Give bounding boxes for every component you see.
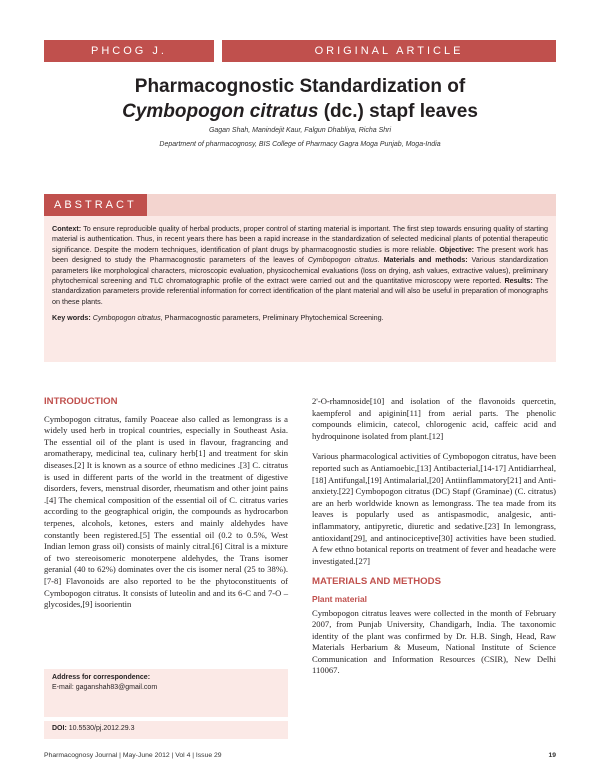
keywords: Key words: Cymbopogon citratus, Pharmacognostic parameters, Preliminary Phytochemical Screening. — [52, 313, 384, 323]
plant-material-subheading: Plant material — [312, 593, 367, 604]
abstract-band — [44, 194, 556, 216]
methods-heading: MATERIALS AND METHODS — [312, 576, 441, 588]
abstract-text: Context: To ensure reproducible quality of herbal products, proper control of starting material is important. The first step towards ensuring quality of starting material is authentication. Thus, in recent years there has been a rapid increase in the standardization of selected medicinal plants of potential therapeutic significance. Despite the modern techniques, identification of plant drugs by pharmacognostic studies is more reliable. Objective: The present work has been designed to study the Pharmacognostic parameters of the leaves of Cymbopogon citratus. Materials and methods: Various standardization parameters like morphological characters, microscopic evaluation, physicochemical evaluations (loss on drying, ash values, extractive values), preliminary phytochemical screening and TLC chromatographic profile of the extract were carried out and the quantitative microscopy were reported. Results: The standardization parameters provide referential information for correct identification of the plant material and will also be useful in preparation of monographs on these plants. — [52, 224, 549, 306]
correspondence-box — [44, 669, 288, 717]
correspondence-email: E-mail: gaganshah83@gmail.com — [52, 684, 158, 691]
doi-box: DOI: 10.5530/pj.2012.29.3 — [44, 721, 288, 739]
authors: Gagan Shah, Manindejit Kaur, Falgun Dhabliya, Richa Shri — [208, 127, 392, 134]
introduction-paragraph-3: Various pharmacological activities of Cymbopogon citratus, have been reported such as Antiamoebic,[13] Antibacterial,[14-17] Antidiarrheal,[18] Antifungal,[19] Antimalarial,[20] Antiinflammatory[21] and Anti-anxiety.[22] Cymbopogon citratus (DC) Stapf (Graminae) (C. citratus) are an herb worldwide known as lemongrass. The tea made from its leaves is popularly used as antispasmodic, analgesic, anti-inflammatory, antipyretic, diuretic and sedative.[23] In lemongrass, antioxidant[29], and antinociceptive[30] activities have been studied. A few ethno botanical reports on treatment of fever and headache were investigated.[27] — [312, 451, 556, 566]
page-number: 19 — [548, 752, 556, 759]
affiliation: Department of pharmacognosy, BIS College of Pharmacy Gagra Moga Punjab, Moga-India — [159, 141, 441, 148]
introduction-paragraph-2: 2'-O-rhamnoside[10] and isolation of the flavonoids quercetin, kaempferol and apiginin[11] from aerial parts. The phenolic compounds elimicin, catecol, chlorogenic acid, caffeic acid and hydroquinone isolated from plant.[12] — [312, 396, 556, 441]
methods-paragraph-1: Cymbopogon citratus leaves were collected in the month of February 2007, from Punjab University, Chandigarh, India. The taxonomic identity of the plant was confirmed by Dr. H.B. Singh, Head, Raw Materials Herbarium & Museum, National Institute of Science Communication and Information Resources (CSIR), New Delhi 110067. — [312, 607, 556, 676]
article-category: ORIGINAL ARTICLE — [222, 40, 556, 62]
page-footer — [44, 752, 556, 759]
abstract-body — [44, 216, 556, 362]
abstract-label: ABSTRACT — [44, 194, 147, 216]
introduction-heading: INTRODUCTION — [44, 396, 118, 407]
journal-name: PHCOG J. — [44, 40, 214, 62]
journal-header-bar — [44, 40, 556, 62]
article-title: Pharmacognostic Standardization of Cymbopogon citratus (dc.) stapf leaves — [122, 76, 478, 122]
correspondence-heading: Address for correspondence: — [52, 674, 151, 681]
right-column — [312, 396, 556, 686]
introduction-paragraph-1: Cymbopogon citratus, family Poaceae also called as lemongrass is a widely used herb in tropical countries, especially in Southeast Asia. The essential oil of the plant is used in flavour, fragrancing and aromatherapy, medicinal tea, culinary herb[1] and treatment for skin diseases.[2] It is known as a source of ethno medicines .[3] C. citratus is used in different parts of the world in the treatment of digestive disorders, fevers, menstrual disorder, rheumatism and other joint pains .[4] The chemical composition of the essential oil of C. citratus varies according to the geographical origin, the compounds as hydrocarbon terpenes, alcohols, ketones, esters and mainly aldehydes have constantly been registered.[5] The essential oil (0.2 to 0.5%, West Indian lemon grass oil) consists of mainly citral.[6] Citral is a mixture of two stereoisomeric monoterpene aldehydes, the Trans isomer geranial (40 to 62%) dominates over the cis isomer neral (25 to 38%).[7-8] Flavonoids are also reported to be the phytoconstituents of Cymbopogon citratus. It consists of luteolin and and its 6-C and 7-O –glycosides,[9] isoorientin — [44, 413, 288, 610]
footer-citation: Pharmacognosy Journal | May-June 2012 | Vol 4 | Issue 29 — [44, 752, 222, 759]
left-column — [44, 396, 288, 620]
